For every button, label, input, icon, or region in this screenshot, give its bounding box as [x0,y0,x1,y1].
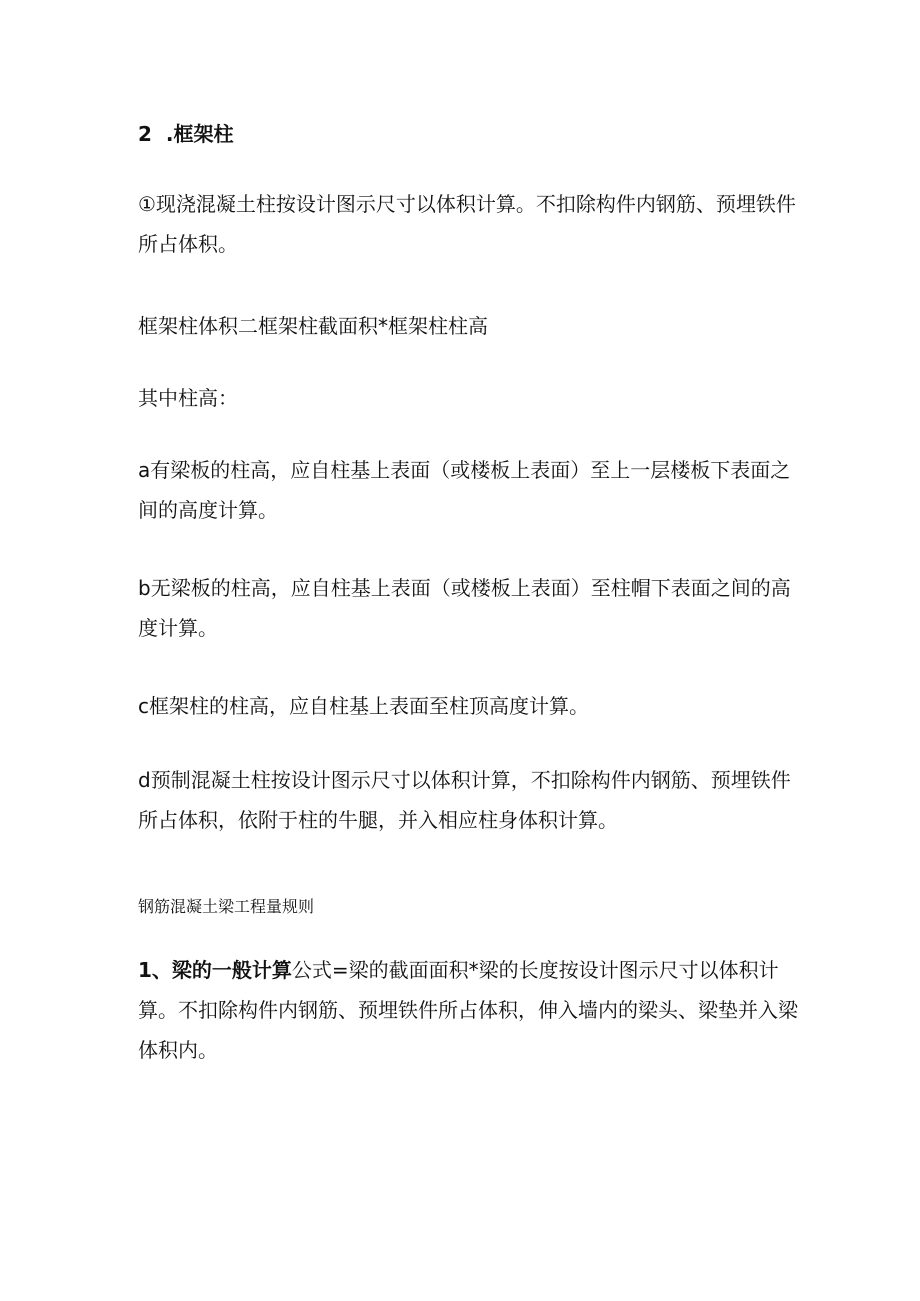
paragraph-item-b: b无梁板的柱高，应自柱基上表面（或楼板上表面）至柱帽下表面之间的高度计算。 [138,576,791,640]
section-number: 2 [138,122,152,146]
paragraph-column-volume-formula: 框架柱体积二框架柱截面积*框架柱柱高 [138,314,488,338]
paragraph-item-d: d预制混凝土柱按设计图示尺寸以体积计算，不扣除构件内钢筋、预埋铁件所占体积，依附于柱的牛腿，并入相应柱身体积计算。 [138,768,791,832]
paragraph-column-height-intro: 其中柱高： [138,386,238,410]
section-heading [138,114,798,154]
section-title: .框架柱 [165,122,234,146]
paragraph-item-a: a有梁板的柱高，应自柱基上表面（或楼板上表面）至上一层楼板下表面之间的高度计算。 [138,458,791,522]
beam-rule-bold: 1、梁的一般计算 [138,958,292,982]
paragraph-cast-in-place-column: ①现浇混凝土柱按设计图示尺寸以体积计算。不扣除构件内钢筋、预埋铁件所占体积。 [138,192,796,256]
paragraph-item-c: c框架柱的柱高，应自柱基上表面至柱顶高度计算。 [138,694,589,718]
subheading-beam-rules: 钢筋混凝土梁工程量规则 [138,897,315,916]
beam-rule-text: 公式=梁的截面面积*梁的长度按设计图示尺寸以体积计算。不扣除构件内钢筋、预埋铁件所占体积，伸入墙内的梁头、梁垫并入梁体积内。 [138,958,798,1062]
paragraph-beam-rule [138,950,798,1070]
